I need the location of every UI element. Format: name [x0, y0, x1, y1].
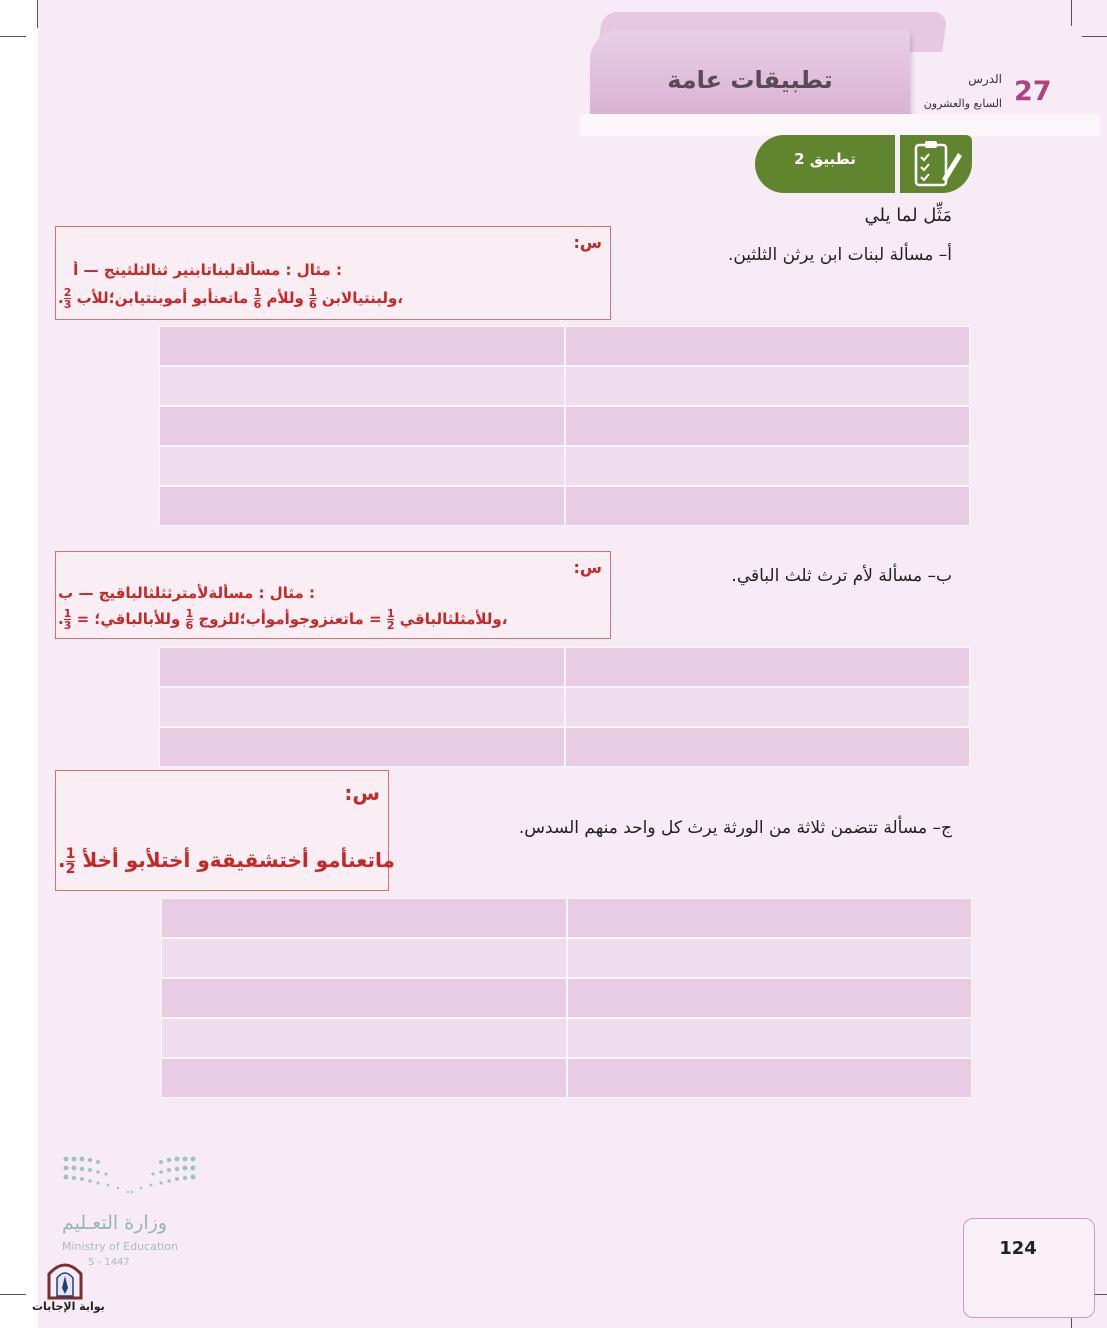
item-c-text: ج– مسألة تتضمن ثلاثة من الورثة يرث كل واحد منهم السدس.	[518, 818, 952, 838]
grid-cell[interactable]	[567, 938, 973, 978]
checklist-pen-icon	[900, 135, 972, 193]
answer-grid-a	[159, 326, 970, 526]
answer-box-a	[55, 226, 611, 320]
lesson-number: 27	[1014, 76, 1052, 107]
grid-cell[interactable]	[565, 486, 971, 526]
ministry-name-ar: وزارة التعـليم	[62, 1212, 168, 1234]
grid-row	[159, 687, 970, 727]
answer-q-label: س:	[573, 233, 602, 252]
grid-row	[161, 1018, 972, 1058]
grid-cell[interactable]	[161, 1018, 567, 1058]
fraction: $\frac{1}{6}$	[185, 608, 194, 631]
answer-text: = ماتعنزوجوأموأب؛للزوج	[198, 610, 382, 628]
grid-row	[161, 978, 972, 1018]
grid-cell[interactable]	[567, 898, 973, 938]
grid-cell[interactable]	[159, 727, 565, 767]
portal-name: بوابة الإجابات	[32, 1300, 105, 1313]
grid-cell[interactable]	[567, 978, 973, 1018]
answer-grid-c	[161, 898, 972, 1098]
answer-text: وللأبالباقي؛	[94, 610, 181, 628]
grid-cell[interactable]	[567, 1018, 973, 1058]
fraction: $\frac{1}{6}$	[309, 287, 317, 310]
grid-cell[interactable]	[567, 1058, 973, 1098]
item-b-text: ب– مسألة لأم ترث ثلث الباقي.	[731, 566, 952, 586]
answer-q-label: س:	[344, 781, 380, 805]
answer-line-2: ،ولبنتيالابن $\frac{1}{6}$ وللأم $\frac{1}{6}$ ماتعنأبو أموبنتيابن؛للأب $\frac{2}{3}$ .	[58, 287, 404, 310]
grid-cell[interactable]	[565, 366, 971, 406]
answer-text: ،ولبنتيالابن	[321, 289, 404, 307]
fraction: $\frac{1}{3}$	[63, 608, 72, 631]
application-label: تطبيق 2	[794, 150, 856, 168]
grid-row	[159, 326, 970, 366]
answer-line-2: ماتعنأمو أختشقيقةو أختلأبو أخلأ $\frac{1}{2}$ .	[58, 847, 395, 876]
fraction: $\frac{1}{2}$	[65, 847, 76, 876]
ministry-name-en: Ministry of Education	[62, 1240, 179, 1253]
answer-text: ماتعنأبو أموبنتيابن؛للأب	[76, 289, 249, 307]
grid-cell[interactable]	[159, 446, 565, 486]
page-title: تطبيقات عامة	[667, 66, 833, 94]
grid-row	[159, 446, 970, 486]
answer-text: وللأم	[266, 289, 304, 307]
grid-cell[interactable]	[159, 687, 565, 727]
page-number: 124	[999, 1238, 1037, 1259]
answer-box-c	[55, 770, 395, 891]
grid-cell[interactable]	[159, 406, 565, 446]
grid-cell[interactable]	[565, 446, 971, 486]
grid-row	[161, 898, 972, 938]
grid-row	[159, 406, 970, 446]
grid-cell[interactable]	[565, 727, 971, 767]
grid-row	[159, 486, 970, 526]
grid-cell[interactable]	[159, 486, 565, 526]
fraction: $\frac{1}{2}$	[386, 608, 395, 631]
application-icon-box	[900, 135, 972, 193]
crop-mark	[0, 1294, 26, 1295]
answer-box-b	[55, 551, 611, 639]
item-a-text: أ– مسألة لبنات ابن يرثن الثلثين.	[727, 245, 952, 265]
fraction: $\frac{2}{3}$	[63, 287, 72, 310]
instruction: مَثِّل لما يلي	[864, 205, 952, 226]
page-number-box	[963, 1218, 1095, 1318]
ministry-year: 5 - 1447	[88, 1257, 130, 1268]
grid-cell[interactable]	[159, 647, 565, 687]
ministry-logo-icon	[62, 1155, 197, 1197]
answer-grid-b	[159, 647, 970, 767]
lesson-name: السابع والعشرون	[923, 97, 1002, 110]
answer-q-label: س:	[573, 558, 602, 577]
grid-cell[interactable]	[159, 366, 565, 406]
grid-cell[interactable]	[565, 406, 971, 446]
fraction: $\frac{1}{6}$	[253, 287, 262, 310]
crop-mark	[37, 0, 38, 28]
grid-cell[interactable]	[161, 1058, 567, 1098]
grid-cell[interactable]	[161, 898, 567, 938]
grid-cell[interactable]	[159, 326, 565, 366]
crop-mark	[1082, 36, 1107, 37]
grid-row	[159, 727, 970, 767]
grid-cell[interactable]	[565, 647, 971, 687]
answer-line-1: : مثال : مسألةلبناتابنير ثنالثلثينج — أ	[73, 261, 342, 279]
grid-cell[interactable]	[565, 326, 971, 366]
grid-cell[interactable]	[161, 978, 567, 1018]
crop-mark	[0, 36, 26, 37]
answer-text: ماتعنأمو أختشقيقةو أختلأبو أخلأ	[82, 848, 395, 872]
answer-line-2: ،وللأمثلثالباقي $\frac{1}{2}$ = ماتعنزوجوأموأب؛للزوج $\frac{1}{6}$ وللأبالباقي؛ = $\frac{1}{3}$ .	[58, 608, 508, 631]
grid-row	[159, 647, 970, 687]
header-divider	[580, 114, 1100, 136]
grid-row	[161, 1058, 972, 1098]
grid-row	[159, 366, 970, 406]
portal-logo-icon	[45, 1256, 85, 1300]
grid-cell[interactable]	[161, 938, 567, 978]
answer-text: ،وللأمثلثالباقي	[399, 610, 508, 628]
lesson-label: الدرس	[968, 72, 1002, 86]
grid-cell[interactable]	[565, 687, 971, 727]
grid-row	[161, 938, 972, 978]
answer-line-1: : مثال : مسألةلأمترثثلثالباقيج — ب	[58, 584, 315, 602]
crop-mark	[1071, 0, 1072, 26]
